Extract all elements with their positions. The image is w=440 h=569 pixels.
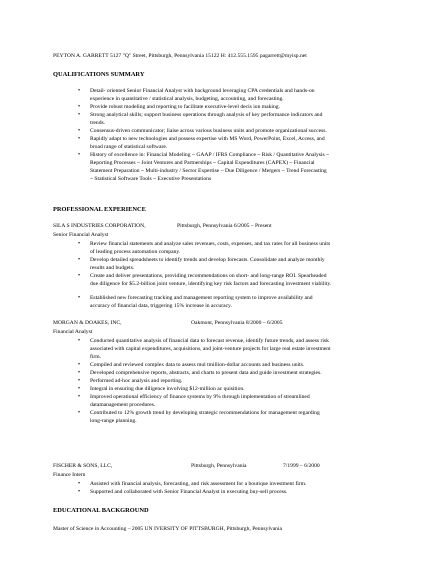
bullet-icon: • — [78, 273, 81, 279]
bullet-icon: • — [78, 295, 81, 301]
education-heading: EDUCATIONAL BACKGROUND — [53, 507, 149, 514]
bullet-icon: • — [78, 128, 81, 134]
list-item-line: Rapidly adapt to new technologies and possess expertise with MS Word, PowerPoint, Excel, Access, and — [90, 136, 325, 142]
job2-role: Financial Analyst — [53, 329, 93, 335]
job1-role: Senior Financial Analyst — [53, 232, 109, 238]
list-item-line: due diligence for $5.2-billion joint venture, identifying key risk factors and forecasting investment viability. — [90, 281, 332, 287]
bullet-icon: • — [78, 152, 81, 158]
list-item-line: datamanagement procedures. — [90, 402, 156, 408]
job1-location: Pittsburgh, Pennsylvania 6/2005 – Present — [177, 223, 272, 229]
bullet-icon: • — [78, 112, 81, 118]
job1-company: SILA S INDUSTRIES CORPORATION, — [53, 223, 146, 229]
job3-location: Pittsburgh, Pennsylvania — [191, 463, 247, 469]
job2-company: MORGAN & DOAKES, INC, — [53, 320, 122, 326]
list-item-line: broad range of statistical software. — [90, 144, 168, 150]
list-item-line: Create and deliver presentations, providing recommendations on short- and long-range ROI. Spearheaded — [90, 273, 327, 279]
list-item-line: ~ Statistical Software Tools ~ Executive Presentations — [90, 176, 212, 182]
bullet-icon: • — [78, 136, 81, 142]
contact-line: PEYTON A. GARRETT 5127 "Q" Street, Pittsburgh, Pennsylvania 15122 H: 412.555.1595 pagarrett@myisp.net — [53, 53, 307, 59]
bullet-icon: • — [78, 338, 81, 344]
bullet-icon: • — [78, 370, 81, 376]
list-item-line: Assisted with financial analysis, forecasting, and risk assessment for a boutique investment firm. — [90, 481, 307, 487]
bullet-icon: • — [78, 394, 81, 400]
education-entry: Master of Science in Accounting – 2005 UN IVERSITY OF PITTSBURGH, Pittsburgh, Pennsylvania — [53, 526, 283, 532]
list-item-line: long-range planning. — [90, 418, 137, 424]
bullet-icon: • — [78, 241, 81, 247]
list-item-line: of leading process automation company. — [90, 249, 181, 255]
list-item-line: Established new forecasting tracking and management reporting system to improve availability and — [90, 295, 313, 301]
list-item-line: associated with capital expenditures, acquisitions, and joint-venture projects for large real estate investment — [90, 346, 331, 352]
list-item-line: Improved operational efficiency of finance systems by 9% through implementation of streamlined — [90, 394, 310, 400]
list-item-line: Develop detailed spreadsheets to identify trends and develop forecasts. Consolidate and analyze monthly — [90, 257, 325, 263]
bullet-icon: • — [78, 410, 81, 416]
list-item-line: accuracy of financial data, triggering 15% increase in accuracy. — [90, 303, 232, 309]
list-item-line: Strong analytical skills; support business operations through analysis of key performance indicators and — [90, 112, 323, 118]
list-item-line: Detail- oriented Senior Financial Analyst with background leveraging CPA credentials and hands-on — [90, 88, 315, 94]
experience-heading: PROFESSIONAL EXPERIENCE — [53, 206, 146, 213]
bullet-icon: • — [78, 257, 81, 263]
bullet-icon: • — [78, 104, 81, 110]
list-item-line: Conducted quantitative analysis of financial data to forecast revenue, identify future trends, and assess risk — [90, 338, 329, 344]
list-item-line: Integral in ensuring due diligence involving $12-million ac quisition. — [90, 386, 245, 392]
job3-company: FISCHER & SONS, LLC, — [53, 463, 113, 469]
bullet-icon: • — [78, 378, 81, 384]
job3-dates: 7/1999 – 6/2000 — [283, 463, 320, 469]
list-item-line: experience in quantitative / statistical analysis, budgeting, accounting, and forecasting. — [90, 96, 284, 102]
bullet-icon: • — [78, 362, 81, 368]
list-item-line: Developed comprehensive reports, abstracts, and charts to present data and guide investment strategies. — [90, 370, 322, 376]
list-item-line: Contributed to 12% growth trend by developing strategic recommendations for management regarding — [90, 410, 320, 416]
bullet-icon: • — [78, 386, 81, 392]
list-item-line: Provide robust modeling and reporting to facilitate executive-level decis ion making. — [90, 104, 280, 110]
list-item-line: Statement Preparation ~ Multi-industry / Sector Expertise ~ Due Diligence / Mergers ~ Trend Forecasting — [90, 168, 327, 174]
list-item-line: Supported and collaborated with Senior Financial Analyst in executing buy-sell process. — [90, 489, 288, 495]
list-item-line: Review financial statements and analyze sales revenues, costs, expenses, and tax rates for all business units — [90, 241, 331, 247]
list-item-line: Reporting Processes ~ Joint Ventures and Partnerships ~ Capital Expenditures (CAPEX) ~ Financial — [90, 160, 315, 166]
list-item-line: trends. — [90, 120, 106, 126]
job2-location: Oakmont, Pennsylvania 8/2000 – 6/2005 — [191, 320, 283, 326]
qualifications-heading: QUALIFICATIONS SUMMARY — [53, 71, 145, 78]
list-item-line: results and budgets. — [90, 265, 135, 271]
bullet-icon: • — [78, 88, 81, 94]
list-item-line: Compiled and reviewed complex data to assess mul tmillion-dollar accounts and business units. — [90, 362, 305, 368]
list-item-line: Performed ad-hoc analysis and reporting. — [90, 378, 183, 384]
bullet-icon: • — [78, 489, 81, 495]
list-item-line: firm. — [90, 354, 102, 360]
list-item-line: Consensus-driven communicator; liaise across various business units and promote organizational success. — [90, 128, 327, 134]
job3-role: Finance Intern — [53, 472, 86, 478]
list-item-line: History of excellence in: Financial Modeling ~ GAAP / IFRS Compliance ~ Risk / Quantitative Analysis ~ — [90, 152, 330, 158]
bullet-icon: • — [78, 481, 81, 487]
